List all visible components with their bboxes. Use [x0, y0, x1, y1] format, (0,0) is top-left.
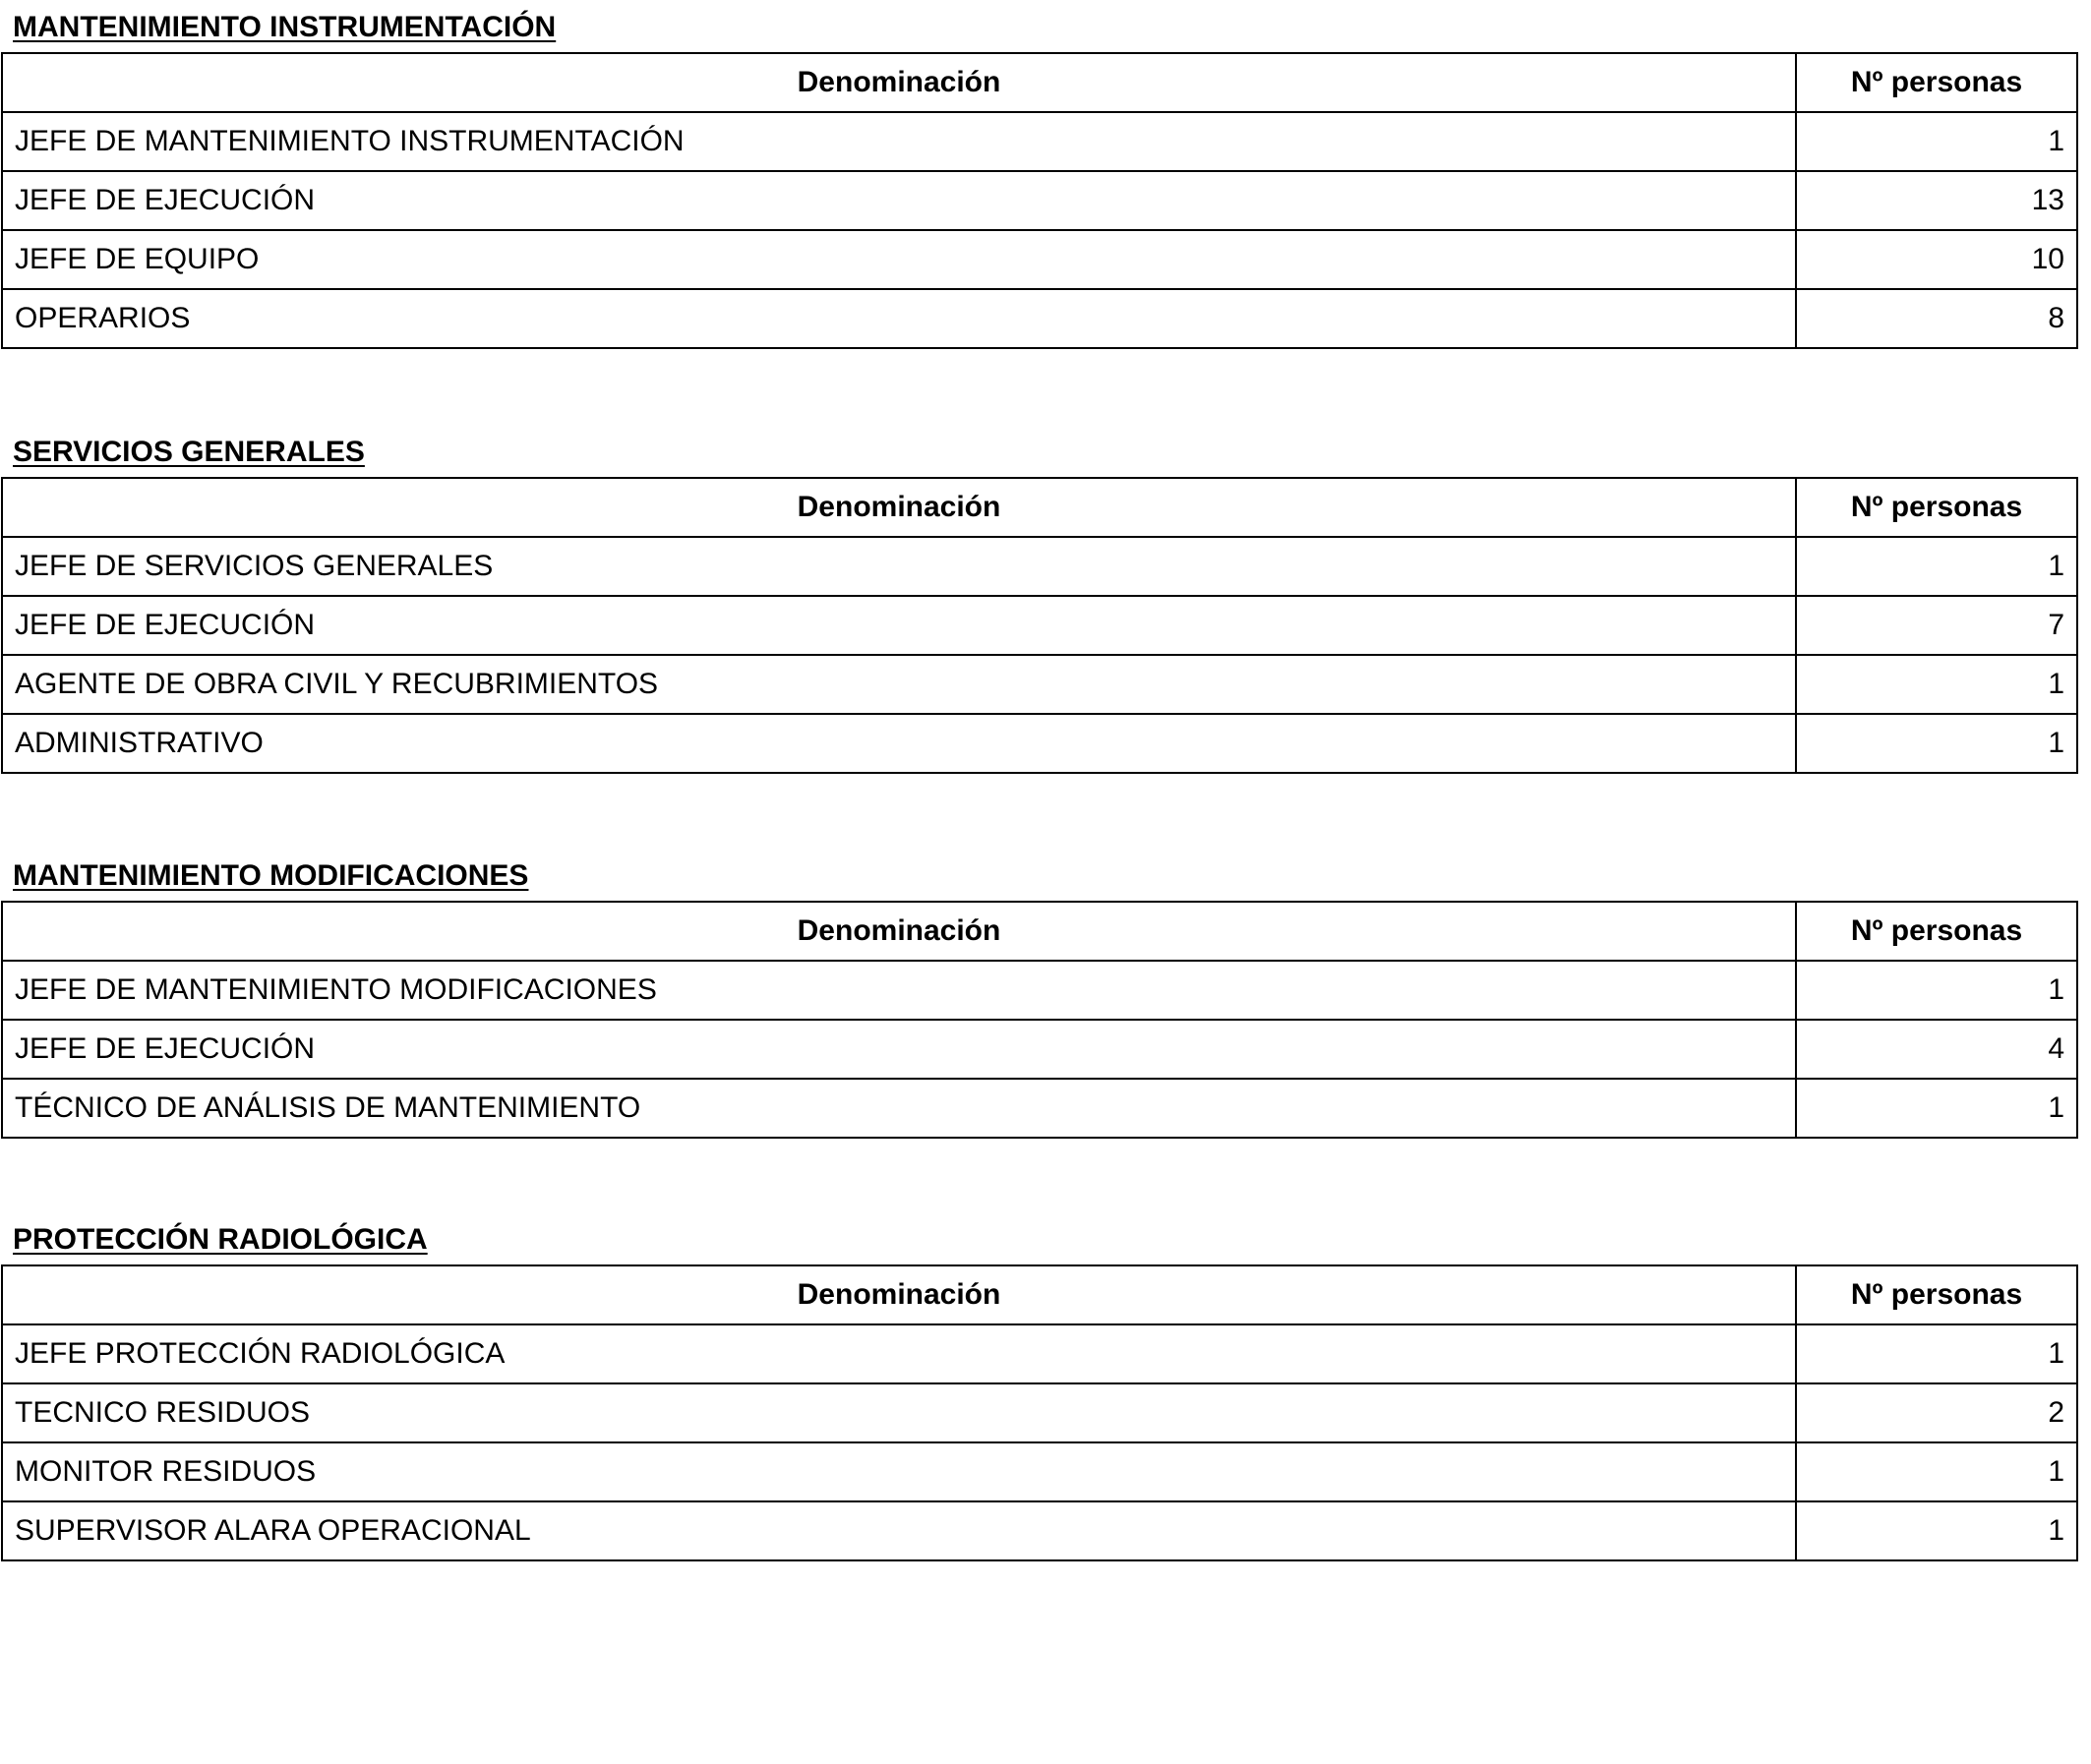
column-header-denominacion: Denominación: [2, 902, 1796, 961]
row-personas: 1: [1796, 1324, 2077, 1383]
staff-table: [1, 1264, 2078, 1561]
column-header-personas: Nº personas: [1796, 53, 2077, 112]
table-header-row: [2, 478, 2077, 537]
section-title: PROTECCIÓN RADIOLÓGICA: [13, 1223, 428, 1256]
row-personas: 1: [1796, 961, 2077, 1020]
row-denominacion: OPERARIOS: [2, 289, 1796, 348]
table-row: [2, 1324, 2077, 1383]
row-personas: 1: [1796, 714, 2077, 773]
table-row: [2, 1442, 2077, 1501]
table-row: [2, 230, 2077, 289]
row-personas: 10: [1796, 230, 2077, 289]
section-title: MANTENIMIENTO MODIFICACIONES: [13, 859, 529, 892]
row-personas: 8: [1796, 289, 2077, 348]
row-denominacion: JEFE PROTECCIÓN RADIOLÓGICA: [2, 1324, 1796, 1383]
row-personas: 2: [1796, 1383, 2077, 1442]
row-denominacion: JEFE DE MANTENIMIENTO MODIFICACIONES: [2, 961, 1796, 1020]
row-denominacion: JEFE DE EQUIPO: [2, 230, 1796, 289]
table-row: [2, 289, 2077, 348]
table-row: [2, 1079, 2077, 1138]
table-row: [2, 961, 2077, 1020]
row-denominacion: TÉCNICO DE ANÁLISIS DE MANTENIMIENTO: [2, 1079, 1796, 1138]
table-row: [2, 1020, 2077, 1079]
row-denominacion: ADMINISTRATIVO: [2, 714, 1796, 773]
column-header-personas: Nº personas: [1796, 478, 2077, 537]
table-row: [2, 714, 2077, 773]
row-denominacion: MONITOR RESIDUOS: [2, 1442, 1796, 1501]
row-personas: 1: [1796, 1501, 2077, 1560]
row-denominacion: JEFE DE SERVICIOS GENERALES: [2, 537, 1796, 596]
column-header-denominacion: Denominación: [2, 1265, 1796, 1324]
table-row: [2, 1501, 2077, 1560]
table-header-row: [2, 1265, 2077, 1324]
row-personas: 1: [1796, 1442, 2077, 1501]
row-personas: 4: [1796, 1020, 2077, 1079]
row-personas: 1: [1796, 112, 2077, 171]
staff-table: [1, 477, 2078, 774]
staff-table: [1, 901, 2078, 1139]
table-row: [2, 171, 2077, 230]
row-denominacion: JEFE DE EJECUCIÓN: [2, 596, 1796, 655]
column-header-personas: Nº personas: [1796, 1265, 2077, 1324]
section-title: MANTENIMIENTO INSTRUMENTACIÓN: [13, 11, 557, 43]
table-header-row: [2, 902, 2077, 961]
table-row: [2, 1383, 2077, 1442]
column-header-denominacion: Denominación: [2, 478, 1796, 537]
row-denominacion: JEFE DE EJECUCIÓN: [2, 171, 1796, 230]
row-personas: 13: [1796, 171, 2077, 230]
row-denominacion: JEFE DE EJECUCIÓN: [2, 1020, 1796, 1079]
table-row: [2, 596, 2077, 655]
row-personas: 1: [1796, 655, 2077, 714]
row-personas: 1: [1796, 537, 2077, 596]
table-row: [2, 537, 2077, 596]
table-row: [2, 112, 2077, 171]
row-denominacion: AGENTE DE OBRA CIVIL Y RECUBRIMIENTOS: [2, 655, 1796, 714]
row-denominacion: TECNICO RESIDUOS: [2, 1383, 1796, 1442]
row-personas: 7: [1796, 596, 2077, 655]
column-header-personas: Nº personas: [1796, 902, 2077, 961]
table-header-row: [2, 53, 2077, 112]
column-header-denominacion: Denominación: [2, 53, 1796, 112]
row-personas: 1: [1796, 1079, 2077, 1138]
row-denominacion: JEFE DE MANTENIMIENTO INSTRUMENTACIÓN: [2, 112, 1796, 171]
table-row: [2, 655, 2077, 714]
staff-table: [1, 52, 2078, 349]
section-title: SERVICIOS GENERALES: [13, 436, 365, 468]
row-denominacion: SUPERVISOR ALARA OPERACIONAL: [2, 1501, 1796, 1560]
